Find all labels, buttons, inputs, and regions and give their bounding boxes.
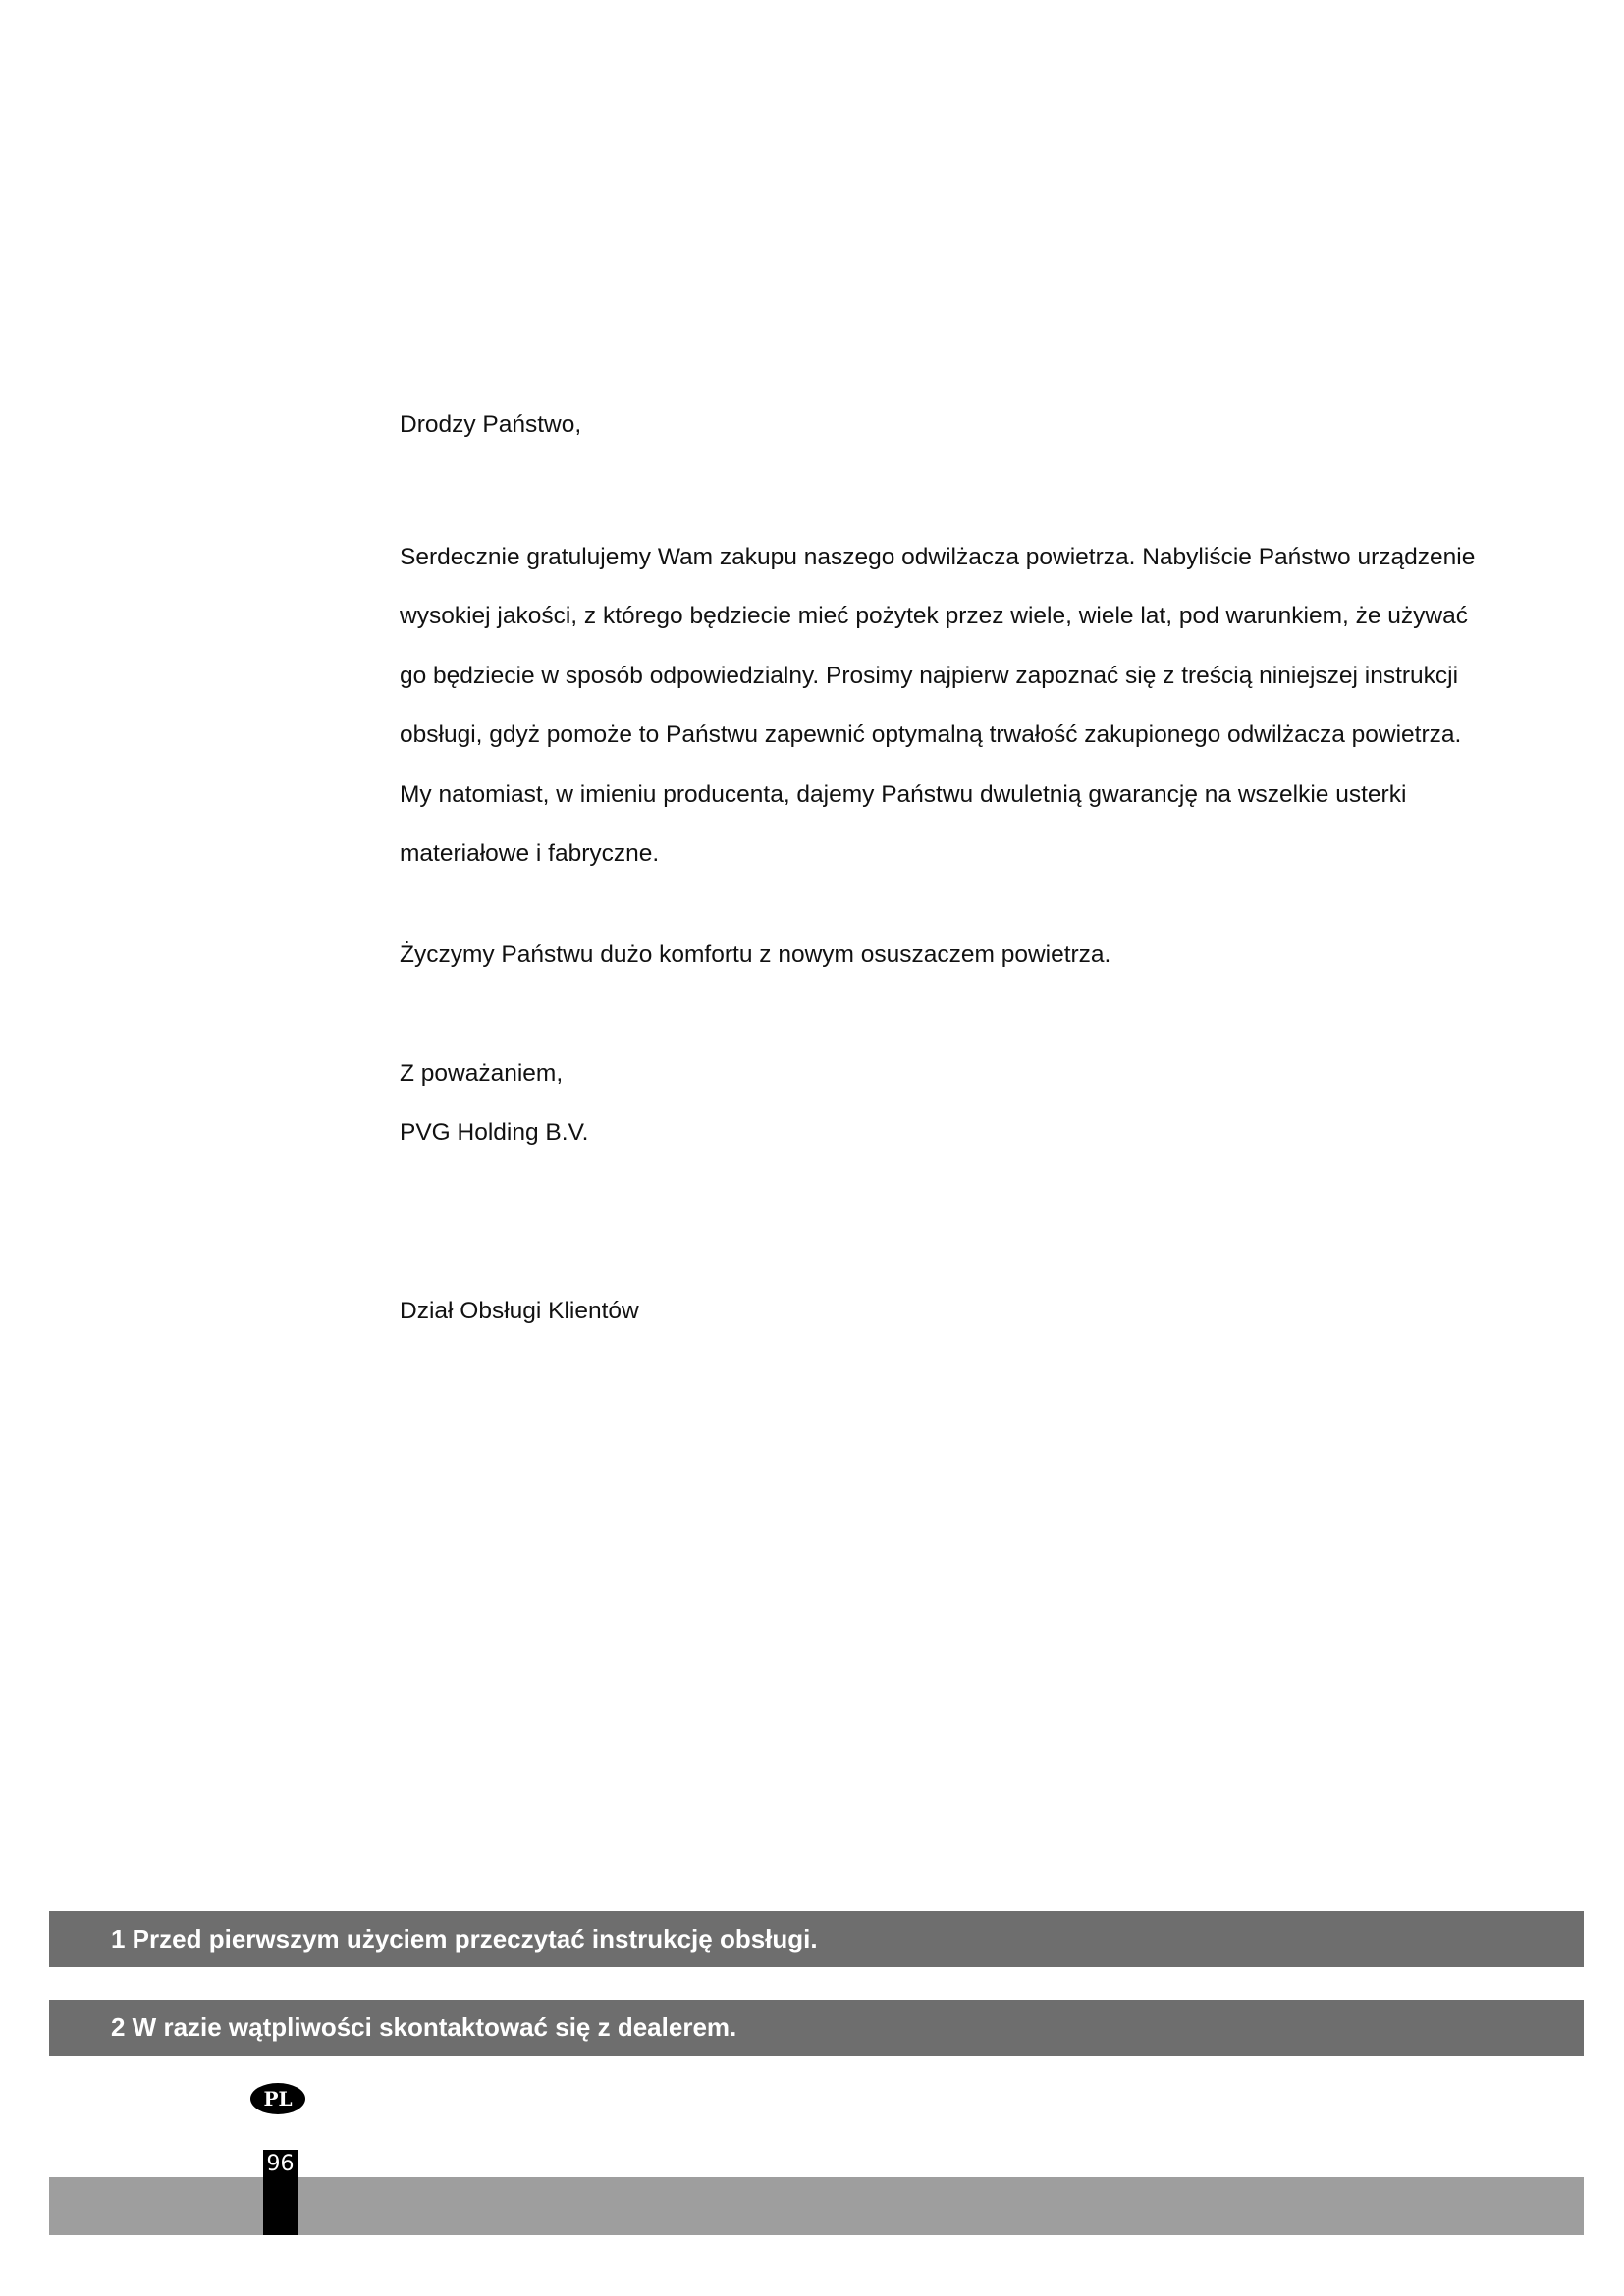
letter-company: PVG Holding B.V.	[400, 1119, 589, 1146]
notice-contact-dealer: 2 W razie wątpliwości skontaktować się z dealerem.	[49, 2000, 1584, 2056]
letter-wish: Życzymy Państwu dużo komfortu z nowym osuszaczem powietrza.	[400, 941, 1111, 968]
letter-department: Dział Obsługi Klientów	[400, 1298, 639, 1324]
page-number: 96	[266, 2152, 295, 2176]
notice-read-manual: 1 Przed pierwszym użyciem przeczytać instrukcję obsługi.	[49, 1911, 1584, 1967]
letter-body-line: wysokiej jakości, z którego będziecie mieć pożytek przez wiele, wiele lat, pod warunkiem, że używać	[400, 603, 1468, 630]
letter-body-line: go będziecie w sposób odpowiedzialny. Prosimy najpierw zapoznać się z treścią niniejszej instrukcji	[400, 662, 1459, 689]
page-tab	[263, 2150, 298, 2235]
letter-greeting: Drodzy Państwo,	[400, 411, 582, 438]
letter-body-line: Serdecznie gratulujemy Wam zakupu naszego odwilżacza powietrza. Nabyliście Państwo urządzenie	[400, 544, 1476, 570]
language-badge: PL	[250, 2083, 305, 2114]
letter-body	[400, 528, 1519, 883]
letter-body-line: My natomiast, w imieniu producenta, dajemy Państwu dwuletnią gwarancję na wszelkie usterki	[400, 780, 1407, 808]
letter-closing: Z poważaniem,	[400, 1060, 564, 1087]
letter-body-line: materiałowe i fabryczne.	[400, 840, 660, 868]
letter-body-line: obsługi, gdyż pomoże to Państwu zapewnić optymalną trwałość zakupionego odwilżacza powietrza.	[400, 721, 1462, 749]
